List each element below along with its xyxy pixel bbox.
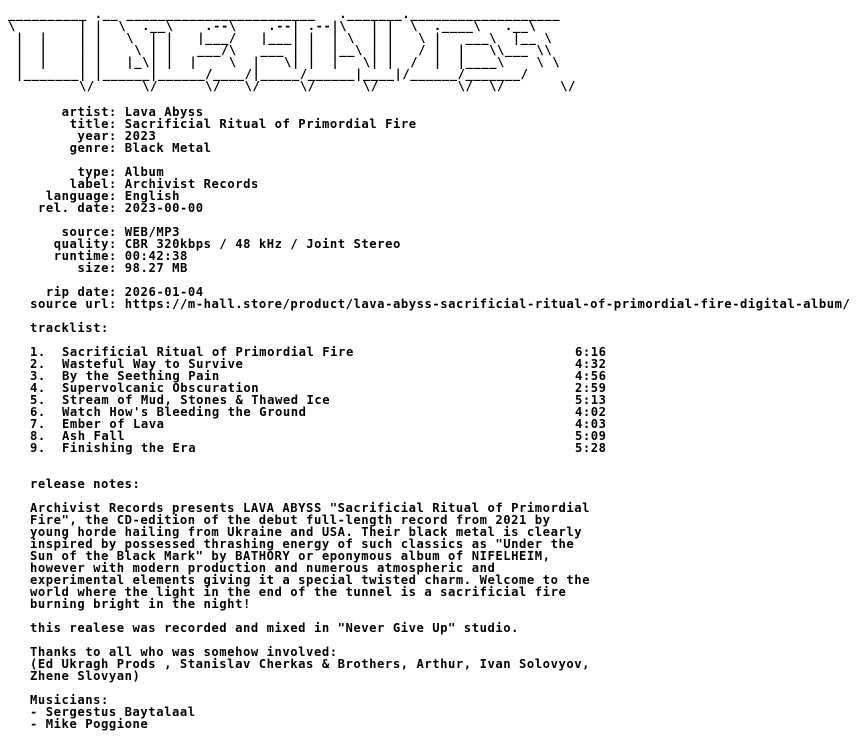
field-label: type [77, 165, 109, 179]
track-title: Finishing the Era [62, 441, 197, 455]
field-value: 2023 [124, 129, 157, 143]
field-label: language [45, 189, 109, 203]
release-notes-paragraph [8, 502, 858, 610]
field-label: rip date [45, 285, 109, 299]
track-number: 3. [30, 369, 46, 383]
field-value: Album [124, 165, 165, 179]
track-duration: 5:28 [575, 441, 607, 455]
field-source: source: WEB/MP3 [8, 226, 858, 238]
banner-line: | | | | |_\| | | \ | \| | | \| | / | |____\ \ \ [8, 55, 561, 69]
track-row [8, 442, 858, 454]
field-label: source url [30, 297, 109, 311]
track-title: Supervolcanic Obscuration [62, 381, 260, 395]
field-value: 2026-01-04 [124, 285, 204, 299]
field-value: CBR 320kbps / 48 kHz / Joint Stereo [124, 237, 401, 251]
track-duration: 4:32 [575, 357, 607, 371]
thanks-block [8, 646, 858, 682]
ascii-logo-banner [8, 8, 858, 92]
field-label: rel. date [38, 201, 109, 215]
tracklist-heading: tracklist: [30, 321, 109, 335]
field-source-url: source url: https://m-hall.store/product/lava-abyss-sacrificial-ritual-of-primordial-fire-digital-album/ [8, 298, 858, 310]
field-label: genre [69, 141, 109, 155]
track-row [8, 418, 858, 430]
track-duration: 5:13 [575, 393, 607, 407]
banner-line: | | | | \ | | |___/ |___| | | \ | | \ | ___\ |__ \ [8, 31, 553, 45]
thanks-line: (Ed Ukragh Prods , Stanislav Cherkas & Brothers, Arthur, Ivan Solovyov, [30, 657, 591, 671]
field-size: size: 98.27 MB [8, 262, 858, 274]
musician-entry: - Mike Poggione [30, 717, 149, 731]
field-value: WEB/MP3 [124, 225, 180, 239]
track-number: 5. [30, 393, 46, 407]
track-title: Wasteful Way to Survive [62, 357, 244, 371]
track-title: Sacrificial Ritual of Primordial Fire [62, 345, 354, 359]
track-title: Watch How's Bleeding the Ground [62, 405, 307, 419]
field-value: 00:42:38 [124, 249, 188, 263]
field-value: 2023-00-00 [124, 201, 204, 215]
notes-line: Fire", the CD-edition of the debut full-length record from 2021 by [30, 513, 551, 527]
track-number: 8. [30, 429, 46, 443]
track-duration: 4:56 [575, 369, 607, 383]
track-duration: 2:59 [575, 381, 607, 395]
field-value: Black Metal [124, 141, 212, 155]
track-number: 9. [30, 441, 46, 455]
field-title: title: Sacrificial Ritual of Primordial Fire [8, 118, 858, 130]
track-number: 6. [30, 405, 46, 419]
field-value: Archivist Records [124, 177, 259, 191]
notes-line: Sun of the Black Mark" by BATHORY or eponymous album of NIFELHEIM, [30, 549, 551, 563]
track-title: Stream of Mud, Stones & Thawed Ice [62, 393, 331, 407]
field-runtime: runtime: 00:42:38 [8, 250, 858, 262]
source-url-link[interactable]: https://m-hall.store/product/lava-abyss-sacrificial-ritual-of-primordial-fire-digital-album/ [124, 297, 851, 311]
track-number: 2. [30, 357, 46, 371]
field-label-name: label: Archivist Records [8, 178, 858, 190]
field-label: runtime [53, 249, 109, 263]
notes-line: burning bright in the night! [30, 597, 251, 611]
field-value: Lava Abyss [124, 105, 204, 119]
track-duration: 4:02 [575, 405, 607, 419]
field-rip-date: rip date: 2026-01-04 [8, 286, 858, 298]
banner-line: |_______| |______|______/____/|_____/______|____|/______/_______/ [8, 67, 529, 81]
notes-line: inspired by possessed thrashing energy of such classics as "Under the [30, 537, 575, 551]
field-label: quality [53, 237, 109, 251]
field-type: type: Album [8, 166, 858, 178]
notes-line: Archivist Records presents LAVA ABYSS "Sacrificial Ritual of Primordial [30, 501, 591, 515]
track-number: 1. [30, 345, 46, 359]
field-genre: genre: Black Metal [8, 142, 858, 154]
field-quality: quality: CBR 320kbps / 48 kHz / Joint Stereo [8, 238, 858, 250]
field-language: language: English [8, 190, 858, 202]
field-label: artist [61, 105, 109, 119]
field-label: year [77, 129, 109, 143]
release-notes-heading: release notes: [30, 477, 141, 491]
track-title: Ash Fall [62, 429, 126, 443]
field-value: English [124, 189, 180, 203]
spacer [8, 682, 858, 694]
banner-line: | | | | \ | | ___/\ ___ | | |__\ | | / | | \\___ \\ [8, 43, 553, 57]
field-label: label [69, 177, 109, 191]
studio-note: this realese was recorded and mixed in "Never Give Up" studio. [30, 621, 520, 635]
notes-line: experimental elements giving it a special twisted charm. Welcome to the [30, 573, 591, 587]
track-title: By the Seething Pain [62, 369, 220, 383]
spacer [8, 92, 858, 104]
track-number: 7. [30, 417, 46, 431]
nfo-document [8, 8, 858, 730]
notes-line: young horde hailing from Ukraine and USA. Their black metal is clearly [30, 525, 583, 539]
banner-line: \/ \/ \/ \/ \/ \/ \/ \/ \/ [8, 79, 576, 93]
field-value: Sacrificial Ritual of Primordial Fire [124, 117, 417, 131]
track-duration: 4:03 [575, 417, 607, 431]
musician-entry: - Sergestus Baytalaal [30, 705, 196, 719]
field-year: year: 2023 [8, 130, 858, 142]
track-number: 4. [30, 381, 46, 395]
banner-line: \ | | \ .__\ .--\ .--| .--|\ | | \ .____\ .__\ [8, 19, 537, 33]
field-label: source [61, 225, 109, 239]
field-label: size [77, 261, 109, 275]
banner-line: __________ .__ ________________________ ._______.___________________ [8, 7, 561, 21]
field-artist: artist: Lava Abyss [8, 106, 858, 118]
spacer [8, 310, 858, 322]
notes-line: however with modern production and numerous atmospheric and [30, 561, 496, 575]
notes-line: world where the light in the end of the tunnel is a sacrificial fire [30, 585, 567, 599]
thanks-line: Thanks to all who was somehow involved: [30, 645, 338, 659]
thanks-line: Zhene Slovyan) [30, 669, 141, 683]
field-value: 98.27 MB [124, 261, 188, 275]
musicians-heading: Musicians: [30, 693, 109, 707]
field-rel-date: rel. date: 2023-00-00 [8, 202, 858, 214]
field-label: title [69, 117, 109, 131]
track-duration: 5:09 [575, 429, 607, 443]
track-title: Ember of Lava [62, 417, 165, 431]
track-duration: 6:16 [575, 345, 607, 359]
spacer [8, 454, 858, 466]
